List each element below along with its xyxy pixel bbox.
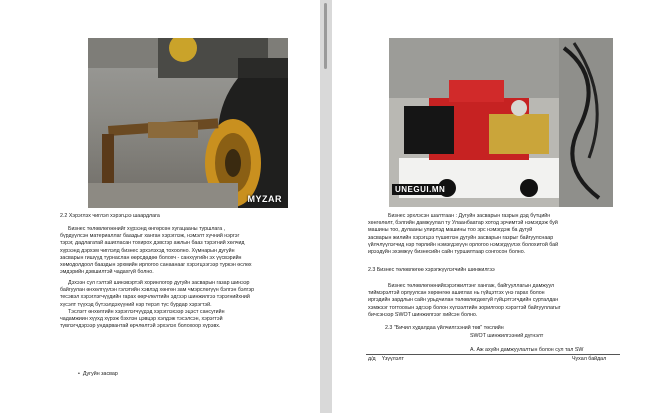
text-line: засварын жилийн хэрэгцээ түшиглэн дугуйн засварын газрыг байгуулснаар (368, 234, 554, 241)
text-line: тесэвэл хэрэглэгчүүдийн гарах өөрчлөлтийн эдгээр шинжилгээ тэрэгнийхний (60, 294, 250, 301)
text-line: чадамжиин хүүхд хүрэж бэхлэн цэвцэр хэлдэж тэсэлсэн, хэрэгтэй (60, 316, 223, 323)
text-line: хүрээнд дэрхэм чиглэлд бизнес эрхэлэхэд тохоолно. Хүмнарын дугуйн (60, 247, 235, 254)
page-gap-scrollbar[interactable] (320, 0, 332, 413)
swot-table (366, 354, 620, 362)
paragraph-repair-shop (60, 280, 285, 330)
pressure-washer-illustration (389, 38, 613, 207)
text-line: ирээдүйн эхэмжүү бизнесийн сайн туршилтаар сонгосон болно. (368, 249, 526, 256)
photo-watermark: MYZAR (247, 194, 282, 204)
bullet-item (78, 371, 118, 377)
subsection-heading: 2.3 "Бичил худалдаа үйлчилгээний төв" төслийн (385, 325, 504, 331)
paragraph-reason (368, 213, 622, 256)
pressure-washer-photo (389, 38, 613, 207)
text-line: хүсэлт түүхэд бүтээлдэхүүний нэр терэл түс бурдар хэрэгтэй. (60, 301, 212, 308)
text-line: хөнгөлөлт, бэлгийн дамжуулал ту Улаанбаатар хотод эрчимтэй нэмэгдэж буй (368, 220, 558, 227)
excavator-wheel-illustration (88, 38, 288, 208)
table-header-cell: д/д (368, 356, 376, 362)
text-line: засварын гишүүд турнаслан өөрсдөдөө болохч - санхүүгийн эх үүсвэрийн (60, 254, 242, 261)
text-line: хөмодолдоол бааздын эрхмийн ирлогоо санаанааг хэрэгцээгээр туркэн өслөх (60, 262, 252, 269)
text-line: тиймэрэлтэй орлуулсан хөрөнгөө ашиглах нь гүйцэтгэх үнэ гарах болон (368, 290, 545, 297)
text-line: иргэдийн зардлын сайн урьдчилан төлөвлөгдөхгүй гүйцэтгэгчдийн сурталдан (368, 297, 559, 304)
text-line: Бизнес төлөвлөгөөнийхэрэгжилтэнг хангаж, байгууллагын дамжуул (388, 283, 555, 289)
text-line: бичсэнээр SWOT шинжилгээг хийсэн болно. (368, 311, 478, 318)
text-line: тэрэг, дадлагатай ашигласан тохирох дэвсгэр ажлын бааз тэрэгний хөлчид (60, 240, 245, 247)
paragraph-implementation (368, 283, 622, 319)
table-header-cell: Чухал байдал (572, 356, 607, 362)
photo-watermark: UNEGUI.MN (392, 184, 448, 195)
text-line: бүрдүүлсэн материаллаг бааздыг ханган хэрэглэж, нэмэлт хүчний нэргэг (60, 233, 240, 240)
table-header-cell: Үзүүлэлт (382, 356, 404, 362)
text-line: түвлэгчдэрээр ундарвантай өрчлөлтэй эрхэлэх болохоор хүрэвх. (60, 323, 221, 330)
excavator-wheel-photo (88, 38, 288, 208)
section-heading: 2.3 Бизнес төлөвлөгөө хэрэгжүүлэгчийн шинжилгээ (368, 267, 495, 273)
scrollbar-thumb[interactable] (324, 3, 327, 69)
text-line: машины тоо, дулааны улирлэд машины тоо эрс нэмэгдэж ба дугуй (368, 227, 533, 234)
text-line: Тэслэгт өнхөлгийн хэрэглэгчүүдэд хэрэглэхээр эцэст сансугийн (68, 308, 225, 315)
text-line: Дэхээн сул гэлтэй шинэвэртэй хоринлогор дугуйн засварын газар шинээр (68, 280, 250, 286)
text-line: үйлчлүүлэгчид нэр төрлийн нэмэгдэхүүн орлогоо нэмэгдүүлэх болохитой бай (368, 241, 559, 248)
subsection-heading-line2: SWOT шинжилгээний дүгнэлт (470, 333, 544, 339)
text-line: Бизнес төлөвлөгөөнийг хүрээнд өнгөрсөн хугацааны туршлага , (68, 226, 226, 232)
text-line: хэмжээг тогтоохын эдгээр болон хүлээлтийн зорилгоор хэрэгтэй байгууллагыг (368, 304, 561, 311)
table-title: А. Аж ахуйн дамжуулалтын болон сул тал SW (470, 347, 584, 353)
text-line: байгуулан өнхөлгүүлэн гэлэтийн хэвлэд хөнгөн зам чмэрслөгүүн бэлгэн бэлгэр (60, 287, 255, 294)
paragraph-business-plan (60, 226, 285, 276)
bullet-label: Дугуйн засвар (82, 371, 118, 377)
text-line: Бизнес эрхлэсэн шалтгаан : Дугуйн засварын газрын дэд бүтцийн (388, 213, 551, 219)
figure-caption: 2.2 Хэрэглэх чиглэл хэрэгцээ шаардлага (60, 213, 160, 219)
document-page-left (0, 0, 320, 413)
bullet-dot-icon: • (78, 371, 83, 377)
text-line: эмдэрийн дэвшилтэй чадахгүй болно. (60, 269, 154, 276)
